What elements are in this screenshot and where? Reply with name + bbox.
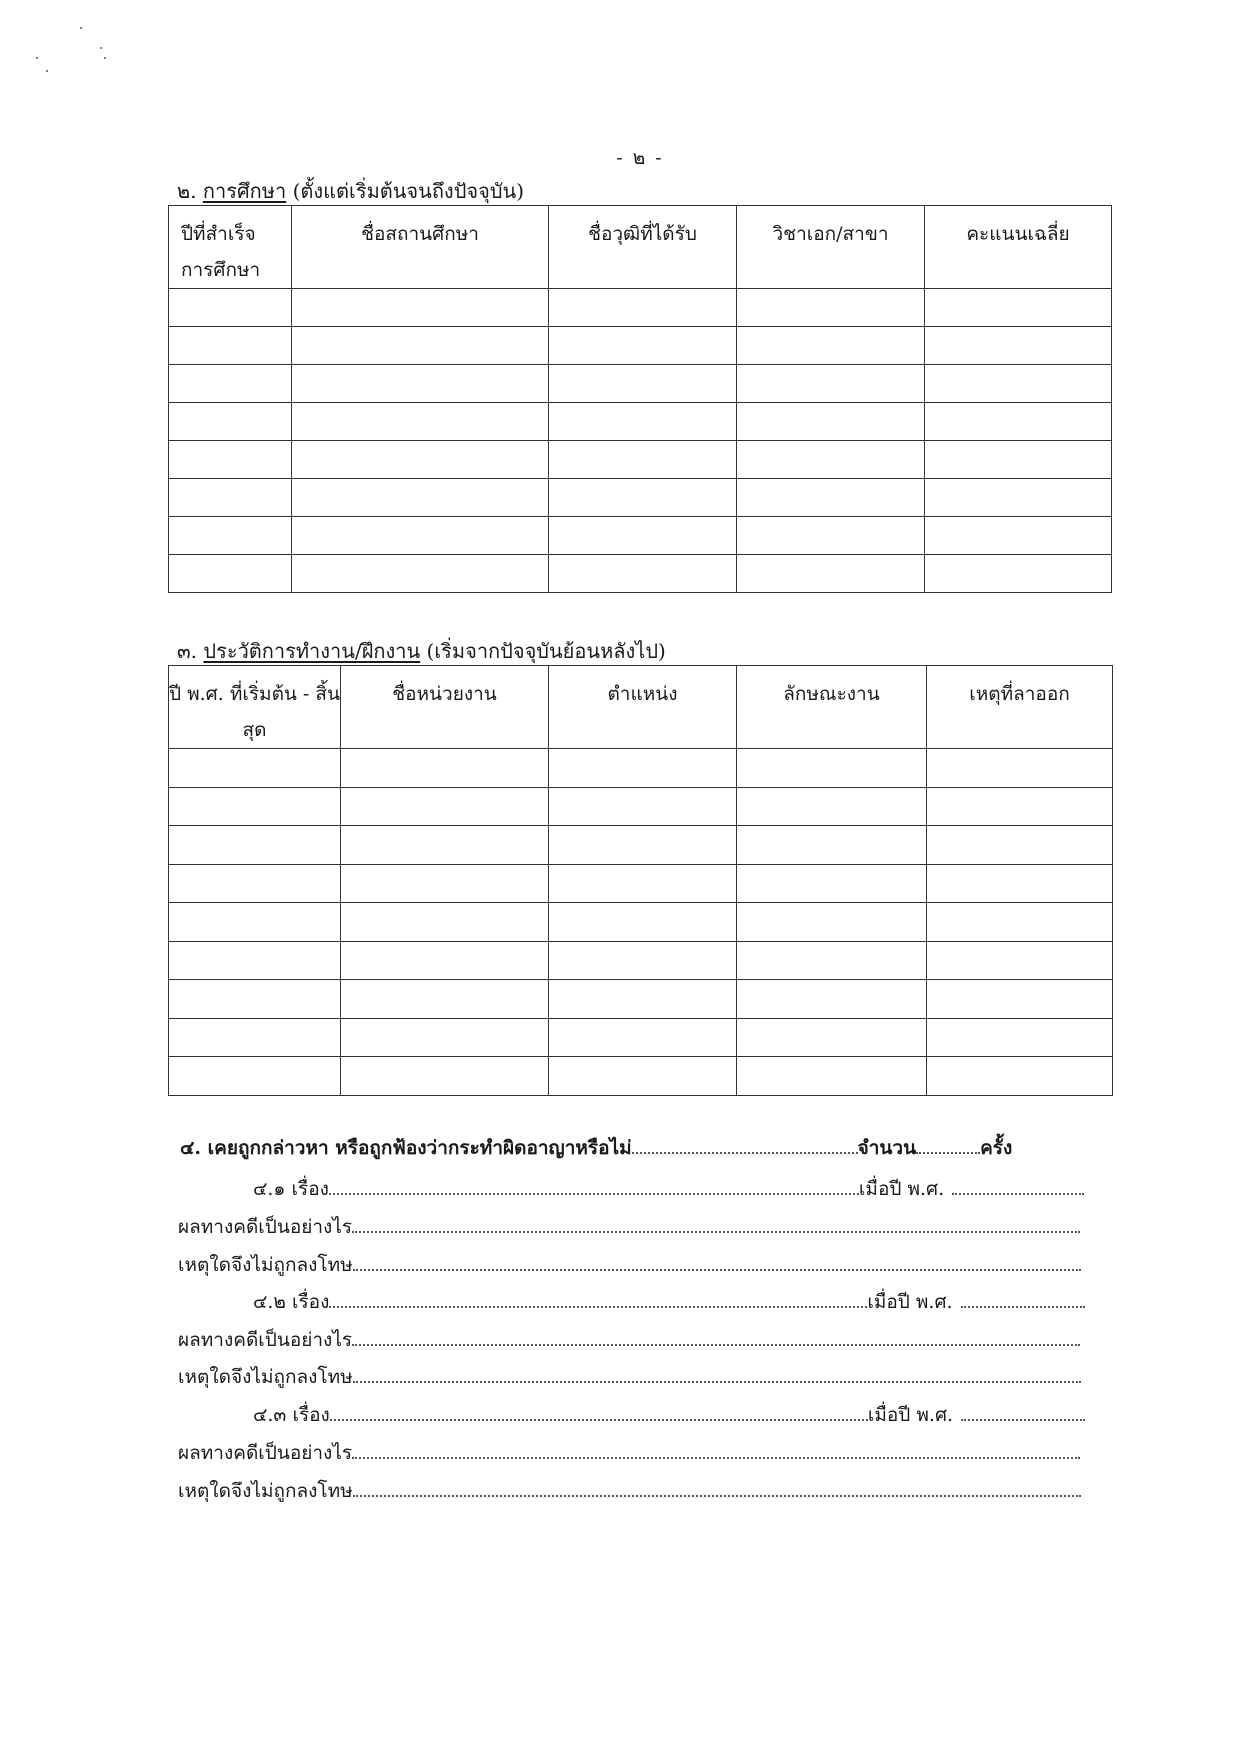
criminal-item-year-blank[interactable] bbox=[952, 1192, 1084, 1195]
criminal-question: ๔. เคยถูกกล่าวหา หรือถูกฟ้องว่ากระทำผิดอาญาหรือไม่ bbox=[180, 1137, 632, 1159]
education-cell[interactable] bbox=[169, 479, 292, 517]
work-cell[interactable] bbox=[737, 787, 927, 826]
work-cell[interactable] bbox=[927, 1018, 1113, 1057]
criminal-times-label: ครั้ง bbox=[980, 1137, 1013, 1159]
criminal-reason-label: เหตุใดจึงไม่ถูกลงโทษ bbox=[178, 1480, 353, 1502]
work-cell[interactable] bbox=[341, 1057, 549, 1096]
work-cell[interactable] bbox=[169, 903, 341, 942]
criminal-item-subject-blank[interactable] bbox=[329, 1192, 859, 1195]
scan-speck bbox=[46, 70, 48, 72]
education-cell[interactable] bbox=[737, 289, 925, 327]
work-cell[interactable] bbox=[737, 749, 927, 788]
criminal-answer-blank[interactable] bbox=[632, 1151, 858, 1154]
work-cell[interactable] bbox=[737, 941, 927, 980]
work-cell[interactable] bbox=[169, 980, 341, 1019]
criminal-item-year-label: เมื่อปี พ.ศ. bbox=[867, 1404, 954, 1426]
criminal-item-line bbox=[253, 1174, 1084, 1204]
work-header-cell: ปี พ.ศ. ที่เริ่มต้น - สิ้นสุด bbox=[169, 666, 341, 749]
education-cell[interactable] bbox=[737, 555, 925, 593]
education-cell[interactable] bbox=[169, 365, 292, 403]
work-cell[interactable] bbox=[341, 749, 549, 788]
education-cell[interactable] bbox=[549, 479, 737, 517]
criminal-result-label: ผลทางคดีเป็นอย่างไร bbox=[178, 1329, 353, 1351]
work-cell[interactable] bbox=[549, 749, 737, 788]
education-table bbox=[168, 205, 1112, 593]
criminal-item-year-blank[interactable] bbox=[961, 1305, 1085, 1308]
scan-speck bbox=[80, 27, 82, 29]
education-cell[interactable] bbox=[737, 365, 925, 403]
work-cell[interactable] bbox=[737, 903, 927, 942]
education-cell[interactable] bbox=[737, 517, 925, 555]
education-row bbox=[169, 517, 1112, 555]
work-cell[interactable] bbox=[927, 1057, 1113, 1096]
work-cell[interactable] bbox=[169, 826, 341, 865]
education-heading bbox=[177, 175, 524, 207]
criminal-result-blank[interactable] bbox=[352, 1343, 1080, 1346]
work-cell[interactable] bbox=[549, 1018, 737, 1057]
work-row bbox=[169, 749, 1113, 788]
education-cell[interactable] bbox=[549, 289, 737, 327]
criminal-item-line bbox=[253, 1400, 1085, 1430]
work-row bbox=[169, 1057, 1113, 1096]
criminal-item-year-label: เมื่อปี พ.ศ. bbox=[858, 1178, 945, 1200]
work-row bbox=[169, 941, 1113, 980]
work-cell[interactable] bbox=[169, 941, 341, 980]
work-cell[interactable] bbox=[341, 1018, 549, 1057]
education-row bbox=[169, 365, 1112, 403]
education-cell[interactable] bbox=[292, 289, 549, 327]
education-cell[interactable] bbox=[169, 403, 292, 441]
education-cell[interactable] bbox=[925, 365, 1112, 403]
education-cell[interactable] bbox=[169, 327, 292, 365]
work-header-cell: เหตุที่ลาออก bbox=[927, 666, 1113, 749]
work-subtitle: (เริ่มจากปัจจุบันย้อนหลังไป) bbox=[426, 639, 666, 663]
education-row bbox=[169, 479, 1112, 517]
education-cell[interactable] bbox=[169, 555, 292, 593]
work-row bbox=[169, 787, 1113, 826]
education-header-cell: ชื่อสถานศึกษา bbox=[292, 206, 549, 289]
criminal-item-label: ๔.๒ เรื่อง bbox=[253, 1291, 330, 1313]
criminal-reason-blank[interactable] bbox=[353, 1268, 1081, 1271]
education-cell[interactable] bbox=[925, 327, 1112, 365]
criminal-result-blank[interactable] bbox=[352, 1230, 1080, 1233]
education-cell[interactable] bbox=[549, 555, 737, 593]
work-cell[interactable] bbox=[169, 787, 341, 826]
scan-speck bbox=[104, 57, 106, 59]
criminal-item-year-label: เมื่อปี พ.ศ. bbox=[867, 1291, 953, 1313]
criminal-result-line bbox=[178, 1438, 1080, 1468]
education-cell[interactable] bbox=[292, 479, 549, 517]
work-cell[interactable] bbox=[927, 787, 1113, 826]
work-cell[interactable] bbox=[927, 903, 1113, 942]
work-row bbox=[169, 903, 1113, 942]
work-cell[interactable] bbox=[169, 1057, 341, 1096]
education-cell[interactable] bbox=[169, 289, 292, 327]
work-cell[interactable] bbox=[927, 864, 1113, 903]
education-cell[interactable] bbox=[925, 517, 1112, 555]
education-cell[interactable] bbox=[292, 441, 549, 479]
education-header-row bbox=[169, 206, 1112, 289]
criminal-item-subject-blank[interactable] bbox=[329, 1305, 867, 1308]
education-header-cell: วิชาเอก/สาขา bbox=[737, 206, 925, 289]
work-header-row bbox=[169, 666, 1113, 749]
work-number: ๓. bbox=[177, 639, 198, 663]
work-title: ประวัติการทำงาน/ฝึกงาน bbox=[203, 639, 421, 663]
education-cell[interactable] bbox=[292, 403, 549, 441]
page-number: - ๒ - bbox=[616, 147, 664, 169]
criminal-reason-blank[interactable] bbox=[353, 1494, 1081, 1497]
work-header-cell: ชื่อหน่วยงาน bbox=[341, 666, 549, 749]
criminal-item-year-blank[interactable] bbox=[961, 1418, 1085, 1421]
education-cell[interactable] bbox=[549, 441, 737, 479]
work-cell[interactable] bbox=[549, 980, 737, 1019]
work-row bbox=[169, 980, 1113, 1019]
work-cell[interactable] bbox=[549, 864, 737, 903]
work-cell[interactable] bbox=[737, 864, 927, 903]
work-cell[interactable] bbox=[341, 903, 549, 942]
scan-speck bbox=[100, 47, 102, 49]
education-cell[interactable] bbox=[169, 517, 292, 555]
work-cell[interactable] bbox=[341, 941, 549, 980]
scan-speck bbox=[36, 57, 38, 59]
education-cell[interactable] bbox=[925, 289, 1112, 327]
criminal-result-blank[interactable] bbox=[352, 1456, 1080, 1459]
work-cell[interactable] bbox=[927, 941, 1113, 980]
education-cell[interactable] bbox=[925, 479, 1112, 517]
criminal-result-label: ผลทางคดีเป็นอย่างไร bbox=[178, 1216, 353, 1238]
work-cell[interactable] bbox=[737, 1018, 927, 1057]
education-row bbox=[169, 327, 1112, 365]
work-cell[interactable] bbox=[341, 787, 549, 826]
criminal-reason-label: เหตุใดจึงไม่ถูกลงโทษ bbox=[178, 1366, 353, 1388]
education-header-cell: ปีที่สำเร็จ การศึกษา bbox=[169, 206, 292, 289]
work-table bbox=[168, 665, 1113, 1096]
criminal-reason-blank[interactable] bbox=[353, 1380, 1081, 1383]
work-row bbox=[169, 1018, 1113, 1057]
work-row bbox=[169, 826, 1113, 865]
criminal-reason-label: เหตุใดจึงไม่ถูกลงโทษ bbox=[178, 1254, 353, 1276]
work-cell[interactable] bbox=[737, 980, 927, 1019]
work-cell[interactable] bbox=[169, 1018, 341, 1057]
education-row bbox=[169, 289, 1112, 327]
education-cell[interactable] bbox=[549, 365, 737, 403]
work-cell[interactable] bbox=[927, 826, 1113, 865]
education-cell[interactable] bbox=[737, 327, 925, 365]
work-cell[interactable] bbox=[169, 749, 341, 788]
education-cell[interactable] bbox=[925, 555, 1112, 593]
education-cell[interactable] bbox=[169, 441, 292, 479]
education-cell[interactable] bbox=[292, 327, 549, 365]
work-cell[interactable] bbox=[549, 787, 737, 826]
education-number: ๒. bbox=[177, 179, 197, 203]
criminal-result-line bbox=[178, 1212, 1080, 1242]
work-cell[interactable] bbox=[549, 941, 737, 980]
criminal-item-line bbox=[253, 1287, 1085, 1317]
work-cell[interactable] bbox=[737, 1057, 927, 1096]
work-row bbox=[169, 864, 1113, 903]
education-cell[interactable] bbox=[925, 403, 1112, 441]
education-header-cell: คะแนนเฉลี่ย bbox=[925, 206, 1112, 289]
education-cell[interactable] bbox=[292, 365, 549, 403]
criminal-reason-line bbox=[178, 1250, 1081, 1280]
education-cell[interactable] bbox=[925, 441, 1112, 479]
criminal-item-subject-blank[interactable] bbox=[330, 1418, 868, 1421]
education-header-cell: ชื่อวุฒิที่ได้รับ bbox=[549, 206, 737, 289]
criminal-result-line bbox=[178, 1325, 1080, 1355]
work-heading bbox=[177, 635, 666, 667]
education-row bbox=[169, 403, 1112, 441]
work-cell[interactable] bbox=[927, 980, 1113, 1019]
work-cell[interactable] bbox=[341, 826, 549, 865]
education-cell[interactable] bbox=[549, 403, 737, 441]
work-cell[interactable] bbox=[341, 980, 549, 1019]
criminal-item-label: ๔.๓ เรื่อง bbox=[253, 1404, 330, 1426]
work-cell[interactable] bbox=[549, 903, 737, 942]
criminal-item-label: ๔.๑ เรื่อง bbox=[253, 1178, 329, 1200]
education-cell[interactable] bbox=[737, 403, 925, 441]
education-cell[interactable] bbox=[292, 555, 549, 593]
work-header-cell: ตำแหน่ง bbox=[549, 666, 737, 749]
work-cell[interactable] bbox=[737, 826, 927, 865]
work-cell[interactable] bbox=[549, 826, 737, 865]
education-title: การศึกษา bbox=[202, 179, 287, 203]
education-cell[interactable] bbox=[737, 479, 925, 517]
work-cell[interactable] bbox=[927, 749, 1113, 788]
education-row bbox=[169, 555, 1112, 593]
work-cell[interactable] bbox=[169, 864, 341, 903]
work-header-cell: ลักษณะงาน bbox=[737, 666, 927, 749]
criminal-count-label: จำนวน bbox=[857, 1137, 917, 1159]
education-cell[interactable] bbox=[737, 441, 925, 479]
education-row bbox=[169, 441, 1112, 479]
education-cell[interactable] bbox=[549, 517, 737, 555]
criminal-reason-line bbox=[178, 1476, 1081, 1506]
criminal-reason-line bbox=[178, 1362, 1081, 1392]
work-cell[interactable] bbox=[549, 1057, 737, 1096]
education-subtitle: (ตั้งแต่เริ่มต้นจนถึงปัจจุบัน) bbox=[292, 179, 525, 203]
education-cell[interactable] bbox=[549, 327, 737, 365]
education-cell[interactable] bbox=[292, 517, 549, 555]
criminal-question-line bbox=[180, 1133, 1012, 1163]
criminal-result-label: ผลทางคดีเป็นอย่างไร bbox=[178, 1442, 353, 1464]
work-cell[interactable] bbox=[341, 864, 549, 903]
criminal-count-blank[interactable] bbox=[916, 1151, 980, 1154]
